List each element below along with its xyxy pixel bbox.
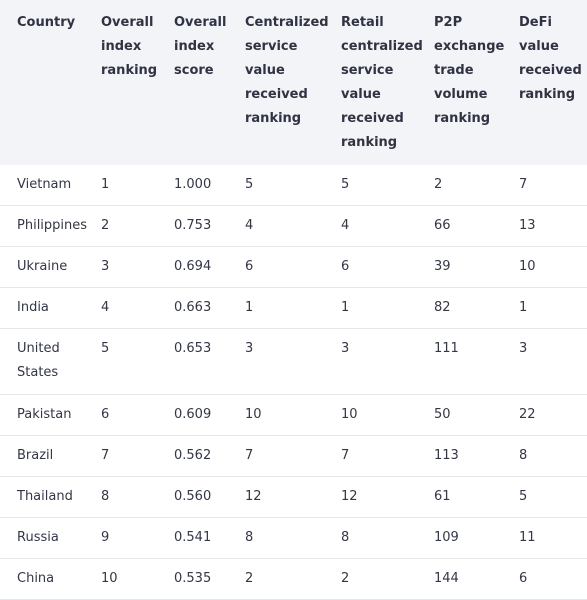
column-header-line: Overall	[174, 15, 227, 30]
table-cell: 22	[510, 395, 587, 436]
column-header-line: Centralized	[245, 15, 329, 30]
column-header-line: Retail	[341, 15, 384, 30]
column-header-line: index	[101, 39, 142, 54]
table-cell: 61	[425, 477, 510, 518]
table-cell: 66	[425, 206, 510, 247]
table-cell: 3	[332, 329, 425, 395]
column-header	[510, 0, 587, 165]
column-header	[425, 0, 510, 165]
table-cell: 82	[425, 288, 510, 329]
table-cell: 8	[92, 477, 165, 518]
table-cell: 6	[510, 559, 587, 600]
column-header-line: service	[341, 63, 394, 78]
column-header-line: Overall	[101, 15, 154, 30]
table-row	[0, 477, 587, 518]
country-cell: Vietnam	[0, 165, 92, 206]
table-cell: 1	[510, 288, 587, 329]
column-header	[165, 0, 236, 165]
table-cell: 13	[510, 206, 587, 247]
column-header-line: P2P	[434, 15, 463, 30]
column-header	[92, 0, 165, 165]
column-header-line: received	[519, 63, 582, 78]
column-header-line: ranking	[101, 63, 158, 78]
table-cell: 2	[236, 559, 332, 600]
column-header-line: exchange	[434, 39, 505, 54]
table-cell: 0.535	[165, 559, 236, 600]
table-cell: 7	[92, 436, 165, 477]
table-cell: 6	[236, 247, 332, 288]
column-header-line: Country	[17, 15, 76, 30]
country-cell: India	[0, 288, 92, 329]
column-header-line: service	[245, 39, 298, 54]
table-cell: 5	[510, 477, 587, 518]
table-row	[0, 518, 587, 559]
column-header-line: ranking	[245, 111, 302, 126]
column-header-line: value	[245, 63, 285, 78]
table-cell: 0.560	[165, 477, 236, 518]
table-row	[0, 395, 587, 436]
header-row	[0, 0, 587, 165]
column-header-line: ranking	[434, 111, 491, 126]
table-row	[0, 206, 587, 247]
table-cell: 109	[425, 518, 510, 559]
table-cell: 7	[510, 165, 587, 206]
table-cell: 12	[332, 477, 425, 518]
table-cell: 1.000	[165, 165, 236, 206]
column-header-line: value	[341, 87, 381, 102]
column-header-line: volume	[434, 87, 488, 102]
table-cell: 7	[332, 436, 425, 477]
column-header-line: ranking	[519, 87, 576, 102]
column-header-line: centralized	[341, 39, 423, 54]
column-header-line: received	[341, 111, 404, 126]
column-header	[236, 0, 332, 165]
country-cell: Ukraine	[0, 247, 92, 288]
column-header-line: index	[174, 39, 215, 54]
table-cell: 0.562	[165, 436, 236, 477]
table-row	[0, 247, 587, 288]
table-cell: 10	[236, 395, 332, 436]
table-cell: 4	[236, 206, 332, 247]
table-cell: 3	[510, 329, 587, 395]
table-cell: 10	[92, 559, 165, 600]
country-cell: China	[0, 559, 92, 600]
table-cell: 0.653	[165, 329, 236, 395]
country-cell: Russia	[0, 518, 92, 559]
table-cell: 7	[236, 436, 332, 477]
column-header-line: score	[174, 63, 214, 78]
table-cell: 12	[236, 477, 332, 518]
column-header-line: ranking	[341, 135, 398, 150]
table-cell: 5	[236, 165, 332, 206]
column-header	[332, 0, 425, 165]
table-cell: 2	[332, 559, 425, 600]
table-cell: 5	[92, 329, 165, 395]
table-cell: 3	[92, 247, 165, 288]
table-cell: 6	[92, 395, 165, 436]
table-body	[0, 165, 587, 600]
table-cell: 0.753	[165, 206, 236, 247]
country-cell: Philippines	[0, 206, 92, 247]
table-header	[0, 0, 587, 165]
table-cell: 1	[236, 288, 332, 329]
table-row	[0, 559, 587, 600]
table-row	[0, 436, 587, 477]
table-cell: 4	[92, 288, 165, 329]
column-header-line: value	[519, 39, 559, 54]
table-cell: 10	[332, 395, 425, 436]
table-cell: 10	[510, 247, 587, 288]
table-cell: 0.694	[165, 247, 236, 288]
table-cell: 4	[332, 206, 425, 247]
table-row	[0, 288, 587, 329]
country-cell: United States	[0, 329, 92, 395]
table-cell: 8	[236, 518, 332, 559]
table-cell: 0.541	[165, 518, 236, 559]
table-cell: 2	[425, 165, 510, 206]
table-cell: 0.609	[165, 395, 236, 436]
table-cell: 6	[332, 247, 425, 288]
country-cell: Thailand	[0, 477, 92, 518]
table-cell: 1	[92, 165, 165, 206]
table-cell: 1	[332, 288, 425, 329]
table-cell: 50	[425, 395, 510, 436]
table-cell: 3	[236, 329, 332, 395]
country-cell: Brazil	[0, 436, 92, 477]
table-row	[0, 165, 587, 206]
table-cell: 0.663	[165, 288, 236, 329]
country-cell: Pakistan	[0, 395, 92, 436]
table-cell: 113	[425, 436, 510, 477]
table-cell: 8	[332, 518, 425, 559]
column-header-line: received	[245, 87, 308, 102]
table-cell: 144	[425, 559, 510, 600]
table-cell: 9	[92, 518, 165, 559]
table-cell: 2	[92, 206, 165, 247]
table-cell: 11	[510, 518, 587, 559]
column-header	[0, 0, 92, 165]
table-cell: 39	[425, 247, 510, 288]
table-row	[0, 329, 587, 395]
column-header-line: DeFi	[519, 15, 552, 30]
table-cell: 5	[332, 165, 425, 206]
table-cell: 111	[425, 329, 510, 395]
column-header-line: trade	[434, 63, 474, 78]
table-cell: 8	[510, 436, 587, 477]
